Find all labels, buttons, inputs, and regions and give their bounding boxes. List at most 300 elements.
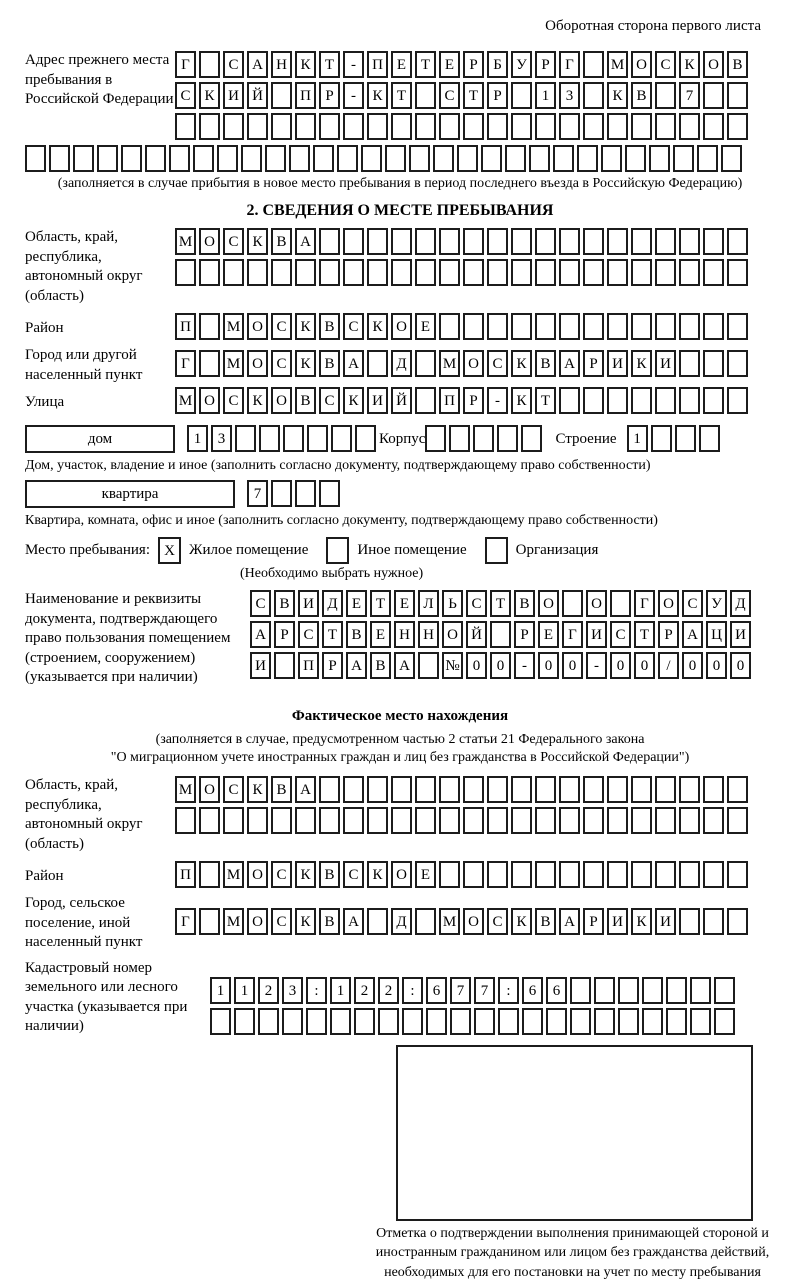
- char-cell[interactable]: [727, 259, 748, 286]
- char-cell[interactable]: В: [271, 228, 292, 255]
- char-cell[interactable]: [307, 425, 328, 452]
- char-cell[interactable]: Й: [247, 82, 268, 109]
- char-cell[interactable]: [679, 113, 700, 140]
- char-cell[interactable]: [559, 387, 580, 414]
- char-cell[interactable]: [283, 425, 304, 452]
- char-cell[interactable]: К: [295, 350, 316, 377]
- char-cell[interactable]: [415, 228, 436, 255]
- char-cell[interactable]: 0: [466, 652, 487, 679]
- char-cell[interactable]: К: [247, 387, 268, 414]
- char-cell[interactable]: [415, 259, 436, 286]
- char-cell[interactable]: [247, 113, 268, 140]
- char-cell[interactable]: [655, 313, 676, 340]
- char-cell[interactable]: И: [655, 350, 676, 377]
- char-cell[interactable]: 0: [682, 652, 703, 679]
- char-cell[interactable]: [210, 1008, 231, 1035]
- char-cell[interactable]: Г: [175, 51, 196, 78]
- char-cell[interactable]: [415, 82, 436, 109]
- char-cell[interactable]: [415, 776, 436, 803]
- char-cell[interactable]: [690, 977, 711, 1004]
- char-cell[interactable]: [319, 480, 340, 507]
- char-cell[interactable]: А: [394, 652, 415, 679]
- char-cell[interactable]: [535, 113, 556, 140]
- char-cell[interactable]: С: [682, 590, 703, 617]
- char-cell[interactable]: [355, 425, 376, 452]
- char-cell[interactable]: [449, 425, 470, 452]
- char-cell[interactable]: Р: [322, 652, 343, 679]
- char-cell[interactable]: [457, 145, 478, 172]
- char-cell[interactable]: К: [631, 908, 652, 935]
- char-cell[interactable]: [343, 259, 364, 286]
- char-cell[interactable]: [511, 259, 532, 286]
- char-cell[interactable]: [217, 145, 238, 172]
- char-cell[interactable]: [487, 313, 508, 340]
- char-cell[interactable]: [559, 313, 580, 340]
- char-cell[interactable]: [25, 145, 46, 172]
- char-cell[interactable]: [265, 145, 286, 172]
- char-cell[interactable]: И: [367, 387, 388, 414]
- char-cell[interactable]: 2: [354, 977, 375, 1004]
- char-cell[interactable]: 6: [426, 977, 447, 1004]
- char-cell[interactable]: Б: [487, 51, 508, 78]
- char-cell[interactable]: 6: [522, 977, 543, 1004]
- char-cell[interactable]: [271, 259, 292, 286]
- char-cell[interactable]: [583, 51, 604, 78]
- char-cell[interactable]: [433, 145, 454, 172]
- char-cell[interactable]: [343, 228, 364, 255]
- char-cell[interactable]: Е: [394, 590, 415, 617]
- char-cell[interactable]: -: [343, 82, 364, 109]
- char-cell[interactable]: [625, 145, 646, 172]
- char-cell[interactable]: [97, 145, 118, 172]
- char-cell[interactable]: [562, 590, 583, 617]
- char-cell[interactable]: Е: [415, 313, 436, 340]
- char-cell[interactable]: О: [586, 590, 607, 617]
- char-cell[interactable]: [415, 113, 436, 140]
- char-cell[interactable]: :: [306, 977, 327, 1004]
- char-cell[interactable]: [175, 807, 196, 834]
- char-cell[interactable]: О: [247, 350, 268, 377]
- char-cell[interactable]: 2: [258, 977, 279, 1004]
- char-cell[interactable]: Т: [391, 82, 412, 109]
- char-cell[interactable]: Ц: [706, 621, 727, 648]
- char-cell[interactable]: :: [402, 977, 423, 1004]
- char-cell[interactable]: [223, 807, 244, 834]
- char-cell[interactable]: С: [223, 51, 244, 78]
- char-cell[interactable]: О: [391, 313, 412, 340]
- char-cell[interactable]: [655, 113, 676, 140]
- char-cell[interactable]: [223, 113, 244, 140]
- checkbox-organizaciya[interactable]: [485, 537, 508, 564]
- char-cell[interactable]: [559, 807, 580, 834]
- char-cell[interactable]: 7: [679, 82, 700, 109]
- char-cell[interactable]: [415, 387, 436, 414]
- char-cell[interactable]: [522, 1008, 543, 1035]
- char-cell[interactable]: К: [367, 313, 388, 340]
- char-cell[interactable]: [570, 1008, 591, 1035]
- char-cell[interactable]: [367, 228, 388, 255]
- char-cell[interactable]: П: [175, 313, 196, 340]
- char-cell[interactable]: А: [343, 908, 364, 935]
- char-cell[interactable]: [439, 113, 460, 140]
- char-cell[interactable]: -: [487, 387, 508, 414]
- char-cell[interactable]: 7: [474, 977, 495, 1004]
- char-cell[interactable]: [415, 350, 436, 377]
- char-cell[interactable]: Г: [175, 908, 196, 935]
- char-cell[interactable]: [331, 425, 352, 452]
- char-cell[interactable]: Ь: [442, 590, 463, 617]
- char-cell[interactable]: [594, 977, 615, 1004]
- char-cell[interactable]: Т: [634, 621, 655, 648]
- char-cell[interactable]: О: [463, 908, 484, 935]
- char-cell[interactable]: [391, 113, 412, 140]
- char-cell[interactable]: [343, 113, 364, 140]
- char-cell[interactable]: [583, 776, 604, 803]
- char-cell[interactable]: [415, 908, 436, 935]
- char-cell[interactable]: [450, 1008, 471, 1035]
- char-cell[interactable]: 3: [282, 977, 303, 1004]
- char-cell[interactable]: [655, 228, 676, 255]
- char-cell[interactable]: Т: [490, 590, 511, 617]
- char-cell[interactable]: [49, 145, 70, 172]
- char-cell[interactable]: [391, 259, 412, 286]
- char-cell[interactable]: К: [247, 776, 268, 803]
- char-cell[interactable]: [535, 807, 556, 834]
- char-cell[interactable]: С: [487, 350, 508, 377]
- char-cell[interactable]: [727, 776, 748, 803]
- char-cell[interactable]: [367, 113, 388, 140]
- char-cell[interactable]: [673, 145, 694, 172]
- char-cell[interactable]: [703, 82, 724, 109]
- char-cell[interactable]: [607, 387, 628, 414]
- char-cell[interactable]: [474, 1008, 495, 1035]
- char-cell[interactable]: [463, 807, 484, 834]
- char-cell[interactable]: А: [295, 228, 316, 255]
- char-cell[interactable]: [271, 480, 292, 507]
- char-cell[interactable]: О: [631, 51, 652, 78]
- char-cell[interactable]: К: [679, 51, 700, 78]
- char-cell[interactable]: [121, 145, 142, 172]
- char-cell[interactable]: [487, 807, 508, 834]
- char-cell[interactable]: 1: [627, 425, 648, 452]
- char-cell[interactable]: Л: [418, 590, 439, 617]
- char-cell[interactable]: [607, 776, 628, 803]
- char-cell[interactable]: С: [439, 82, 460, 109]
- char-cell[interactable]: С: [466, 590, 487, 617]
- char-cell[interactable]: [361, 145, 382, 172]
- char-cell[interactable]: [439, 776, 460, 803]
- char-cell[interactable]: К: [367, 861, 388, 888]
- char-cell[interactable]: [199, 259, 220, 286]
- char-cell[interactable]: [415, 807, 436, 834]
- char-cell[interactable]: [175, 259, 196, 286]
- char-cell[interactable]: О: [247, 313, 268, 340]
- char-cell[interactable]: 1: [330, 977, 351, 1004]
- char-cell[interactable]: -: [343, 51, 364, 78]
- char-cell[interactable]: [727, 807, 748, 834]
- char-cell[interactable]: О: [199, 776, 220, 803]
- char-cell[interactable]: И: [607, 350, 628, 377]
- char-cell[interactable]: [330, 1008, 351, 1035]
- char-cell[interactable]: Д: [322, 590, 343, 617]
- char-cell[interactable]: [703, 113, 724, 140]
- char-cell[interactable]: 7: [450, 977, 471, 1004]
- char-cell[interactable]: Н: [271, 51, 292, 78]
- char-cell[interactable]: [367, 908, 388, 935]
- char-cell[interactable]: К: [607, 82, 628, 109]
- house-box[interactable]: дом: [25, 425, 175, 453]
- char-cell[interactable]: №: [442, 652, 463, 679]
- char-cell[interactable]: П: [298, 652, 319, 679]
- char-cell[interactable]: Т: [415, 51, 436, 78]
- char-cell[interactable]: С: [298, 621, 319, 648]
- char-cell[interactable]: 2: [378, 977, 399, 1004]
- char-cell[interactable]: П: [175, 861, 196, 888]
- char-cell[interactable]: [490, 621, 511, 648]
- char-cell[interactable]: [481, 145, 502, 172]
- char-cell[interactable]: А: [247, 51, 268, 78]
- char-cell[interactable]: [463, 861, 484, 888]
- char-cell[interactable]: Р: [274, 621, 295, 648]
- char-cell[interactable]: Е: [415, 861, 436, 888]
- char-cell[interactable]: [418, 652, 439, 679]
- char-cell[interactable]: [655, 776, 676, 803]
- char-cell[interactable]: [703, 908, 724, 935]
- char-cell[interactable]: [631, 259, 652, 286]
- char-cell[interactable]: М: [175, 228, 196, 255]
- char-cell[interactable]: [439, 228, 460, 255]
- char-cell[interactable]: [498, 1008, 519, 1035]
- char-cell[interactable]: [319, 776, 340, 803]
- char-cell[interactable]: [439, 313, 460, 340]
- char-cell[interactable]: К: [295, 861, 316, 888]
- char-cell[interactable]: [313, 145, 334, 172]
- char-cell[interactable]: [535, 259, 556, 286]
- char-cell[interactable]: [274, 652, 295, 679]
- char-cell[interactable]: [631, 776, 652, 803]
- char-cell[interactable]: О: [391, 861, 412, 888]
- char-cell[interactable]: [631, 313, 652, 340]
- char-cell[interactable]: [607, 228, 628, 255]
- char-cell[interactable]: [679, 861, 700, 888]
- char-cell[interactable]: О: [247, 861, 268, 888]
- char-cell[interactable]: 0: [610, 652, 631, 679]
- char-cell[interactable]: [337, 145, 358, 172]
- char-cell[interactable]: [703, 861, 724, 888]
- char-cell[interactable]: Е: [370, 621, 391, 648]
- char-cell[interactable]: [175, 113, 196, 140]
- char-cell[interactable]: [511, 807, 532, 834]
- char-cell[interactable]: [583, 82, 604, 109]
- char-cell[interactable]: С: [319, 387, 340, 414]
- char-cell[interactable]: [559, 259, 580, 286]
- char-cell[interactable]: А: [343, 350, 364, 377]
- char-cell[interactable]: В: [319, 908, 340, 935]
- checkbox-zhiloe[interactable]: X: [158, 537, 181, 564]
- char-cell[interactable]: Р: [514, 621, 535, 648]
- char-cell[interactable]: В: [319, 313, 340, 340]
- char-cell[interactable]: 0: [562, 652, 583, 679]
- char-cell[interactable]: 3: [559, 82, 580, 109]
- char-cell[interactable]: Н: [394, 621, 415, 648]
- char-cell[interactable]: [583, 113, 604, 140]
- char-cell[interactable]: [319, 807, 340, 834]
- char-cell[interactable]: [699, 425, 720, 452]
- char-cell[interactable]: [439, 861, 460, 888]
- char-cell[interactable]: [583, 228, 604, 255]
- char-cell[interactable]: Р: [535, 51, 556, 78]
- char-cell[interactable]: [553, 145, 574, 172]
- char-cell[interactable]: [642, 977, 663, 1004]
- char-cell[interactable]: А: [682, 621, 703, 648]
- char-cell[interactable]: [505, 145, 526, 172]
- char-cell[interactable]: С: [343, 313, 364, 340]
- char-cell[interactable]: [703, 350, 724, 377]
- char-cell[interactable]: [271, 113, 292, 140]
- char-cell[interactable]: [727, 908, 748, 935]
- char-cell[interactable]: А: [346, 652, 367, 679]
- char-cell[interactable]: У: [706, 590, 727, 617]
- char-cell[interactable]: Г: [175, 350, 196, 377]
- char-cell[interactable]: [666, 1008, 687, 1035]
- char-cell[interactable]: К: [343, 387, 364, 414]
- char-cell[interactable]: [631, 807, 652, 834]
- char-cell[interactable]: [529, 145, 550, 172]
- char-cell[interactable]: [295, 480, 316, 507]
- char-cell[interactable]: [679, 807, 700, 834]
- char-cell[interactable]: [618, 977, 639, 1004]
- char-cell[interactable]: 0: [730, 652, 751, 679]
- char-cell[interactable]: [679, 776, 700, 803]
- char-cell[interactable]: [367, 807, 388, 834]
- char-cell[interactable]: [343, 807, 364, 834]
- char-cell[interactable]: Д: [391, 350, 412, 377]
- char-cell[interactable]: [199, 908, 220, 935]
- char-cell[interactable]: [655, 82, 676, 109]
- char-cell[interactable]: К: [511, 387, 532, 414]
- char-cell[interactable]: /: [658, 652, 679, 679]
- char-cell[interactable]: Г: [634, 590, 655, 617]
- char-cell[interactable]: [655, 807, 676, 834]
- char-cell[interactable]: [511, 113, 532, 140]
- char-cell[interactable]: [73, 145, 94, 172]
- char-cell[interactable]: [727, 861, 748, 888]
- char-cell[interactable]: [511, 861, 532, 888]
- char-cell[interactable]: [391, 228, 412, 255]
- char-cell[interactable]: [319, 259, 340, 286]
- char-cell[interactable]: У: [511, 51, 532, 78]
- char-cell[interactable]: С: [175, 82, 196, 109]
- char-cell[interactable]: [559, 113, 580, 140]
- char-cell[interactable]: -: [514, 652, 535, 679]
- char-cell[interactable]: О: [199, 228, 220, 255]
- char-cell[interactable]: [241, 145, 262, 172]
- char-cell[interactable]: И: [607, 908, 628, 935]
- char-cell[interactable]: [535, 228, 556, 255]
- char-cell[interactable]: И: [223, 82, 244, 109]
- char-cell[interactable]: П: [367, 51, 388, 78]
- char-cell[interactable]: 3: [211, 425, 232, 452]
- char-cell[interactable]: [631, 861, 652, 888]
- char-cell[interactable]: Р: [463, 51, 484, 78]
- char-cell[interactable]: М: [175, 776, 196, 803]
- char-cell[interactable]: О: [247, 908, 268, 935]
- char-cell[interactable]: [425, 425, 446, 452]
- char-cell[interactable]: [391, 776, 412, 803]
- char-cell[interactable]: О: [442, 621, 463, 648]
- char-cell[interactable]: К: [367, 82, 388, 109]
- char-cell[interactable]: Й: [391, 387, 412, 414]
- char-cell[interactable]: [583, 313, 604, 340]
- char-cell[interactable]: -: [586, 652, 607, 679]
- char-cell[interactable]: [727, 313, 748, 340]
- char-cell[interactable]: 1: [210, 977, 231, 1004]
- char-cell[interactable]: С: [223, 387, 244, 414]
- char-cell[interactable]: М: [223, 350, 244, 377]
- char-cell[interactable]: Р: [583, 908, 604, 935]
- char-cell[interactable]: [703, 259, 724, 286]
- char-cell[interactable]: Р: [583, 350, 604, 377]
- char-cell[interactable]: [607, 313, 628, 340]
- char-cell[interactable]: [258, 1008, 279, 1035]
- char-cell[interactable]: [697, 145, 718, 172]
- char-cell[interactable]: Р: [463, 387, 484, 414]
- char-cell[interactable]: [679, 908, 700, 935]
- char-cell[interactable]: [354, 1008, 375, 1035]
- char-cell[interactable]: В: [271, 776, 292, 803]
- char-cell[interactable]: [289, 145, 310, 172]
- char-cell[interactable]: [649, 145, 670, 172]
- char-cell[interactable]: [618, 1008, 639, 1035]
- char-cell[interactable]: [426, 1008, 447, 1035]
- char-cell[interactable]: С: [343, 861, 364, 888]
- char-cell[interactable]: [655, 387, 676, 414]
- char-cell[interactable]: К: [199, 82, 220, 109]
- char-cell[interactable]: 6: [546, 977, 567, 1004]
- char-cell[interactable]: В: [319, 861, 340, 888]
- char-cell[interactable]: С: [271, 313, 292, 340]
- char-cell[interactable]: [367, 350, 388, 377]
- char-cell[interactable]: К: [295, 51, 316, 78]
- char-cell[interactable]: [583, 807, 604, 834]
- char-cell[interactable]: [583, 259, 604, 286]
- char-cell[interactable]: [409, 145, 430, 172]
- char-cell[interactable]: [235, 425, 256, 452]
- char-cell[interactable]: Е: [391, 51, 412, 78]
- char-cell[interactable]: И: [730, 621, 751, 648]
- char-cell[interactable]: Е: [346, 590, 367, 617]
- char-cell[interactable]: [319, 113, 340, 140]
- char-cell[interactable]: И: [586, 621, 607, 648]
- char-cell[interactable]: И: [298, 590, 319, 617]
- char-cell[interactable]: [487, 776, 508, 803]
- char-cell[interactable]: [511, 82, 532, 109]
- char-cell[interactable]: Д: [730, 590, 751, 617]
- char-cell[interactable]: [463, 228, 484, 255]
- char-cell[interactable]: В: [370, 652, 391, 679]
- char-cell[interactable]: [559, 861, 580, 888]
- char-cell[interactable]: Д: [391, 908, 412, 935]
- char-cell[interactable]: [169, 145, 190, 172]
- char-cell[interactable]: [402, 1008, 423, 1035]
- char-cell[interactable]: [703, 313, 724, 340]
- char-cell[interactable]: :: [498, 977, 519, 1004]
- char-cell[interactable]: Й: [466, 621, 487, 648]
- char-cell[interactable]: Т: [322, 621, 343, 648]
- char-cell[interactable]: [631, 113, 652, 140]
- char-cell[interactable]: [487, 259, 508, 286]
- char-cell[interactable]: В: [631, 82, 652, 109]
